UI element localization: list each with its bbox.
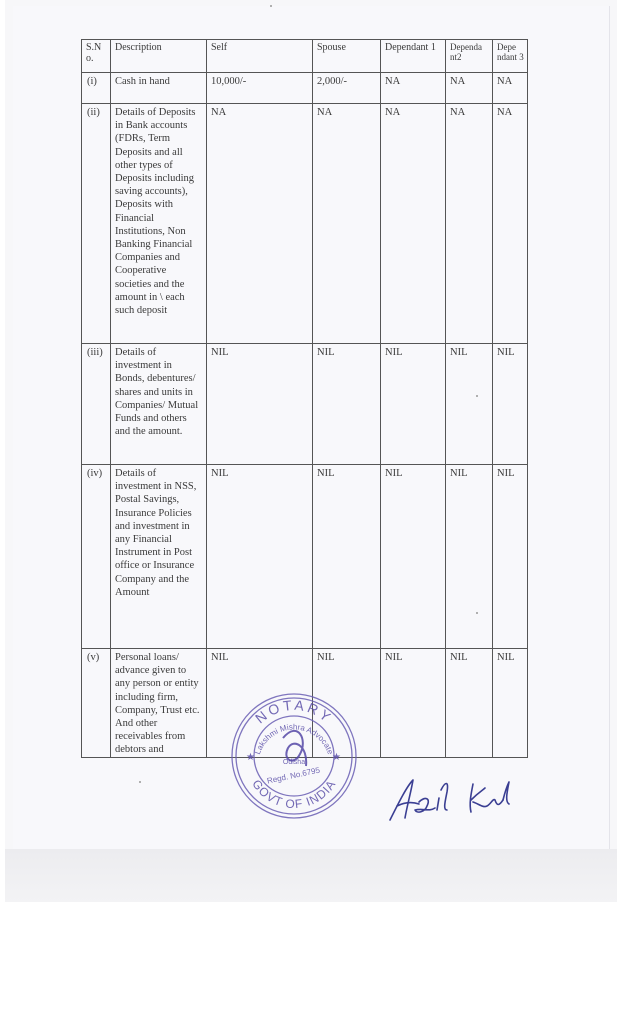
row-dependant-1-value: NIL [381,344,446,465]
row-sno: (iv) [82,465,111,649]
row-description: Details of investment in NSS, Postal Savings, Insurance Policies and investment in any Financial Instrument in Post office or Insurance Company and the Amount [111,465,207,649]
row-dependant-3-value: NA [493,104,528,344]
row-spouse-value: 2,000/- [313,73,381,104]
row-dependant-2-value: NIL [446,465,493,649]
stamp-star-right: ★ [332,752,341,763]
scan-edge-shadow [5,849,617,902]
row-description: Personal loans/ advance given to any person or entity including firm, Company, Trust etc. And other receivables from debtors and [111,649,207,758]
assets-declaration-table [81,39,528,758]
handwritten-signature [385,772,520,828]
row-spouse-value: NIL [313,649,381,758]
stamp-star-left: ★ [246,752,255,763]
row-dependant-1-value: NA [381,73,446,104]
row-description: Cash in hand [111,73,207,104]
table-row [82,104,528,344]
table-row [82,465,528,649]
row-dependant-1-value: NIL [381,649,446,758]
row-self-value: NIL [207,465,313,649]
row-dependant-2-value: NIL [446,344,493,465]
row-self-value: NIL [207,649,313,758]
header-self: Self [207,40,313,73]
row-sno: (i) [82,73,111,104]
row-description: Details of investment in Bonds, debentures/ shares and units in Companies/ Mutual Funds and others and the amount. [111,344,207,465]
header-dependant-2: Dependa nt2 [446,40,493,73]
row-sno: (ii) [82,104,111,344]
header-dependant-1: Dependant 1 [381,40,446,73]
row-dependant-1-value: NIL [381,465,446,649]
row-dependant-3-value: NIL [493,465,528,649]
row-spouse-value: NIL [313,465,381,649]
stamp-ring-text: Lakshmi Mishra Advocate [252,722,336,756]
table-row [82,344,528,465]
table-header-row [82,40,528,73]
table-row [82,73,528,104]
row-spouse-value: NA [313,104,381,344]
row-dependant-2-value: NIL [446,649,493,758]
row-self-value: NIL [207,344,313,465]
row-sno: (iii) [82,344,111,465]
notary-stamp [228,690,360,822]
row-description: Details of Deposits in Bank accounts (FDRs, Term Deposits and all other types of Deposits including saving accounts), Deposits with Financial Institutions, Non Banking Financial Companies and Cooperative societies and the amount in \ each such deposit [111,104,207,344]
row-dependant-1-value: NA [381,104,446,344]
row-dependant-2-value: NA [446,104,493,344]
header-description: Description [111,40,207,73]
header-dependant-3: Depe ndant 3 [493,40,528,73]
row-self-value: 10,000/- [207,73,313,104]
row-dependant-3-value: NIL [493,649,528,758]
row-dependant-3-value: NA [493,73,528,104]
stamp-inner-line-1: Odisha [282,759,306,766]
stamp-top-text: NOTARY [252,696,337,727]
row-dependant-2-value: NA [446,73,493,104]
row-self-value: NA [207,104,313,344]
row-dependant-3-value: NIL [493,344,528,465]
header-spouse: Spouse [313,40,381,73]
stamp-inner-line-2: Regd. No.6795 [266,765,321,786]
row-spouse-value: NIL [313,344,381,465]
stamp-bottom-text: GOVT OF INDIA [249,777,339,812]
header-sno: S.N o. [82,40,111,73]
row-sno: (v) [82,649,111,758]
